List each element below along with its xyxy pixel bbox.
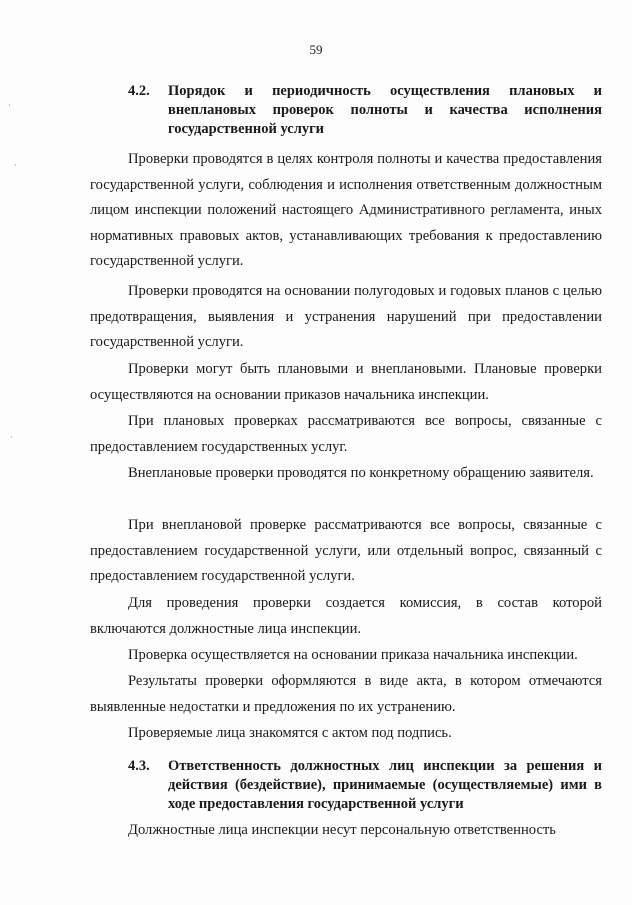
paragraph: Для проведения проверки создается комиссия, в состав которой включаются должностные лица инспекции. [90,595,602,637]
paragraph: Проверки могут быть плановыми и внеплановыми. Плановые проверки осуществляются на основании приказов начальника инспекции. [90,361,602,403]
section-heading-4-3 [128,757,602,814]
scan-speck: · [10,432,13,442]
section-number: 4.3. [128,758,150,774]
section-heading-4-2 [128,82,602,139]
paragraph: При плановых проверках рассматриваются все вопросы, связанные с предоставлением государственных услуг. [90,413,602,455]
section-title: Ответственность должностных лиц инспекции за решения и действия (бездействие), принимаемые (осуществляемые) ими в ходе предоставления государственной услуги [168,758,602,812]
paragraph: Проверяемые лица знакомятся с актом под подпись. [128,725,452,741]
paragraph: Проверки проводятся в целях контроля полноты и качества предоставления государственной услуги, соблюдения и исполнения ответственным должностным лицом инспекции положений настоящего Административного регламента, иных нормативных правовых актов, устанавливающих требования к предоставлению государственной услуги. [90,151,602,269]
paragraph: Проверка осуществляется на основании приказа начальника инспекции. [128,647,578,663]
section-title: Порядок и периодичность осуществления плановых и внеплановых проверок полноты и качества исполнения государственной услуги [168,83,602,137]
page-number: 59 [309,42,323,57]
section-number: 4.2. [128,83,150,99]
paragraph: Должностные лица инспекции несут персональную ответственность [128,822,556,838]
paragraph: Проверки проводятся на основании полугодовых и годовых планов с целью предотвращения, выявления и устранения нарушений при предоставлении государственной услуги. [90,283,602,350]
scan-speck: · [8,100,11,110]
paragraph: Результаты проверки оформляются в виде акта, в котором отмечаются выявленные недостатки и предложения по их устранению. [90,673,602,715]
paragraph: При внеплановой проверке рассматриваются все вопросы, связанные с предоставлением государственной услуги, или отдельный вопрос, связанный с предоставлением государственной услуги. [90,517,602,584]
scan-speck: · [14,160,17,170]
paragraph: Внеплановые проверки проводятся по конкретному обращению заявителя. [128,465,594,481]
